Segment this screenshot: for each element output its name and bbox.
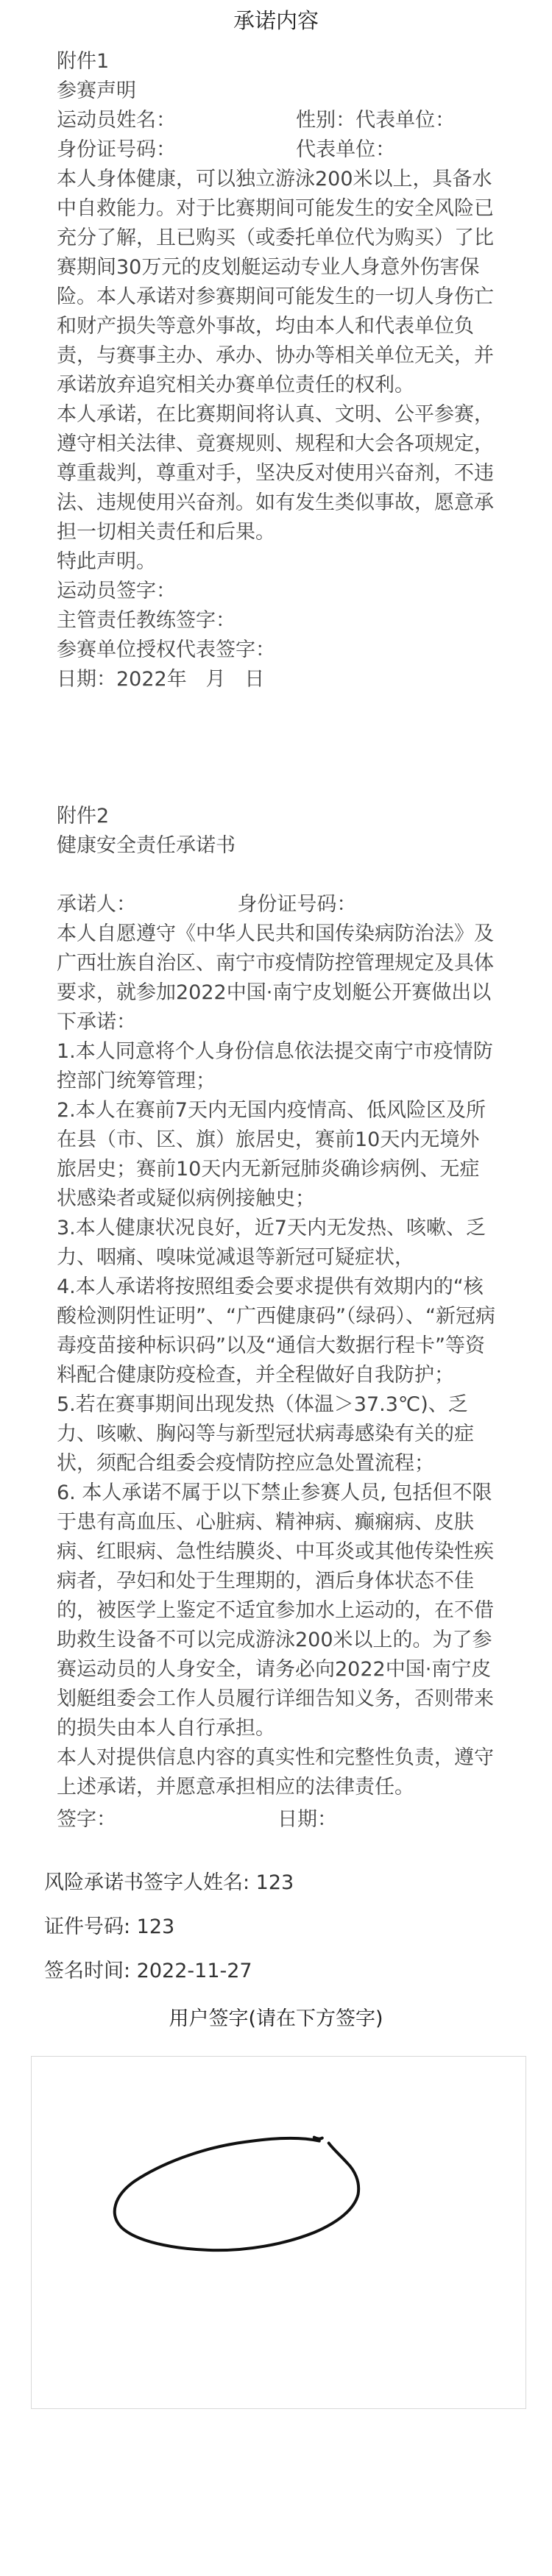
signer-id-number: 证件号码: 123 bbox=[44, 1915, 175, 1938]
signature-drawing bbox=[32, 2057, 526, 2408]
page-title: 承诺内容 bbox=[233, 8, 319, 33]
commitment-intro: 本人自愿遵守《中华人民共和国传染病防治法》及广西壮族自治区、南宁市疫情防控管理规定及具体要求，就参加2022中国·南宁皮划艇公开赛做出以下承诺： bbox=[57, 922, 494, 1033]
unit-representative-signature-line: 参赛单位授权代表签字： bbox=[57, 638, 275, 661]
coach-signature-line: 主管责任教练签字： bbox=[57, 609, 236, 632]
declaration-heading: 参赛声明 bbox=[57, 79, 136, 102]
signature-pad-title: 用户签字(请在下方签字) bbox=[169, 2007, 383, 2030]
commitment-item: 6. 本人承诺不属于以下禁止参赛人员, 包括但不限于患有高血压、心脏病、精神病、癫痫病、皮肤病、红眼病、急性结膜炎、中耳炎或其他传染性疾病者，孕妇和处于生理期的，酒后身体状态不佳的，被医学上鉴定不适宜参加水上运动的，在不借助救生设备不可以完成游泳200米以上的。为了参赛运动员的人身安全，请务必向2022中国·南宁皮划艇组委会工作人员履行详细告知义务，否则带来的损失由本人自行承担。 bbox=[57, 1481, 494, 1740]
signature-date-line bbox=[57, 1805, 498, 1835]
athlete-signature-line: 运动员签字： bbox=[57, 580, 176, 602]
signature-label: 签字： bbox=[57, 1808, 116, 1831]
participation-declaration bbox=[57, 47, 498, 694]
signature-pad[interactable] bbox=[31, 2056, 526, 2409]
declaration-closing: 特此声明。 bbox=[57, 550, 156, 573]
id-number-line: 身份证号码： 代表单位： bbox=[57, 138, 396, 161]
commitment-item: 1.本人同意将个人身份信息依法提交南宁市疫情防控部门统筹管理； bbox=[57, 1040, 493, 1092]
promiser-line: 承诺人： 身份证号码： bbox=[57, 893, 357, 916]
attachment-label: 附件1 bbox=[57, 50, 110, 73]
health-safety-commitment bbox=[57, 802, 498, 1802]
date-label: 日期： bbox=[277, 1808, 337, 1831]
signature-stroke bbox=[314, 2138, 322, 2139]
signature-stroke bbox=[115, 2138, 358, 2250]
commitment-item: 5.若在赛事期间出现发热（体温＞37.3℃)、乏力、咳嗽、胸闷等与新型冠状病毒感染有关的症状，须配合组委会疫情防控应急处置流程； bbox=[57, 1393, 474, 1475]
attachment-label: 附件2 bbox=[57, 805, 110, 828]
declaration-paragraph: 本人身体健康，可以独立游泳200米以上，具备水中自救能力。对于比赛期间可能发生的安全风险已充分了解，且已购买（或委托单位代为购买）了比赛期间30万元的皮划艇运动专业人身意外伤害保险。本人承诺对参赛期间可能发生的一切人身伤亡和财产损失等意外事故，均由本人和代表单位负责，与赛事主办、承办、协办等相关单位无关，并承诺放弃追究相关办赛单位责任的权利。 bbox=[57, 168, 494, 396]
commitment-item: 3.本人健康状况良好，近7天内无发热、咳嗽、乏力、咽痛、嗅味觉减退等新冠可疑症状， bbox=[57, 1217, 486, 1269]
declaration-date: 日期：2022年 月 日 bbox=[57, 668, 265, 691]
commitment-item: 4.本人承诺将按照组委会要求提供有效期内的“核酸检测阴性证明”、“广西健康码”（绿码）、“新冠病毒疫苗接种标识码”以及“通信大数据行程卡”等资料配合健康防疫检查，并全程做好自我防护； bbox=[57, 1275, 495, 1387]
commitment-item: 2.本人在赛前7天内无国内疫情高、低风险区及所在县（市、区、旗）旅居史，赛前10天内无境外旅居史；赛前10天内无新冠肺炎确诊病例、无症状感染者或疑似病例接触史； bbox=[57, 1099, 486, 1210]
athlete-name-gender-line: 运动员姓名： 性别：代表单位： bbox=[57, 109, 456, 132]
commitment-heading: 健康安全责任承诺书 bbox=[57, 834, 236, 857]
signer-name: 风险承诺书签字人姓名: 123 bbox=[44, 1871, 294, 1894]
commitment-closing: 本人对提供信息内容的真实性和完整性负责，遵守上述承诺，并愿意承担相应的法律责任。 bbox=[57, 1746, 494, 1798]
signature-time: 签名时间: 2022-11-27 bbox=[44, 1960, 252, 1982]
declaration-paragraph: 本人承诺，在比赛期间将认真、文明、公平参赛，遵守相关法律、竟赛规则、规程和大会各项规定，尊重裁判，尊重对手，坚决反对使用兴奋剂，不违法、违规使用兴奋剂。如有发生类似事故，愿意承担一切相关责任和后果。 bbox=[57, 403, 494, 544]
spacer bbox=[57, 861, 498, 890]
